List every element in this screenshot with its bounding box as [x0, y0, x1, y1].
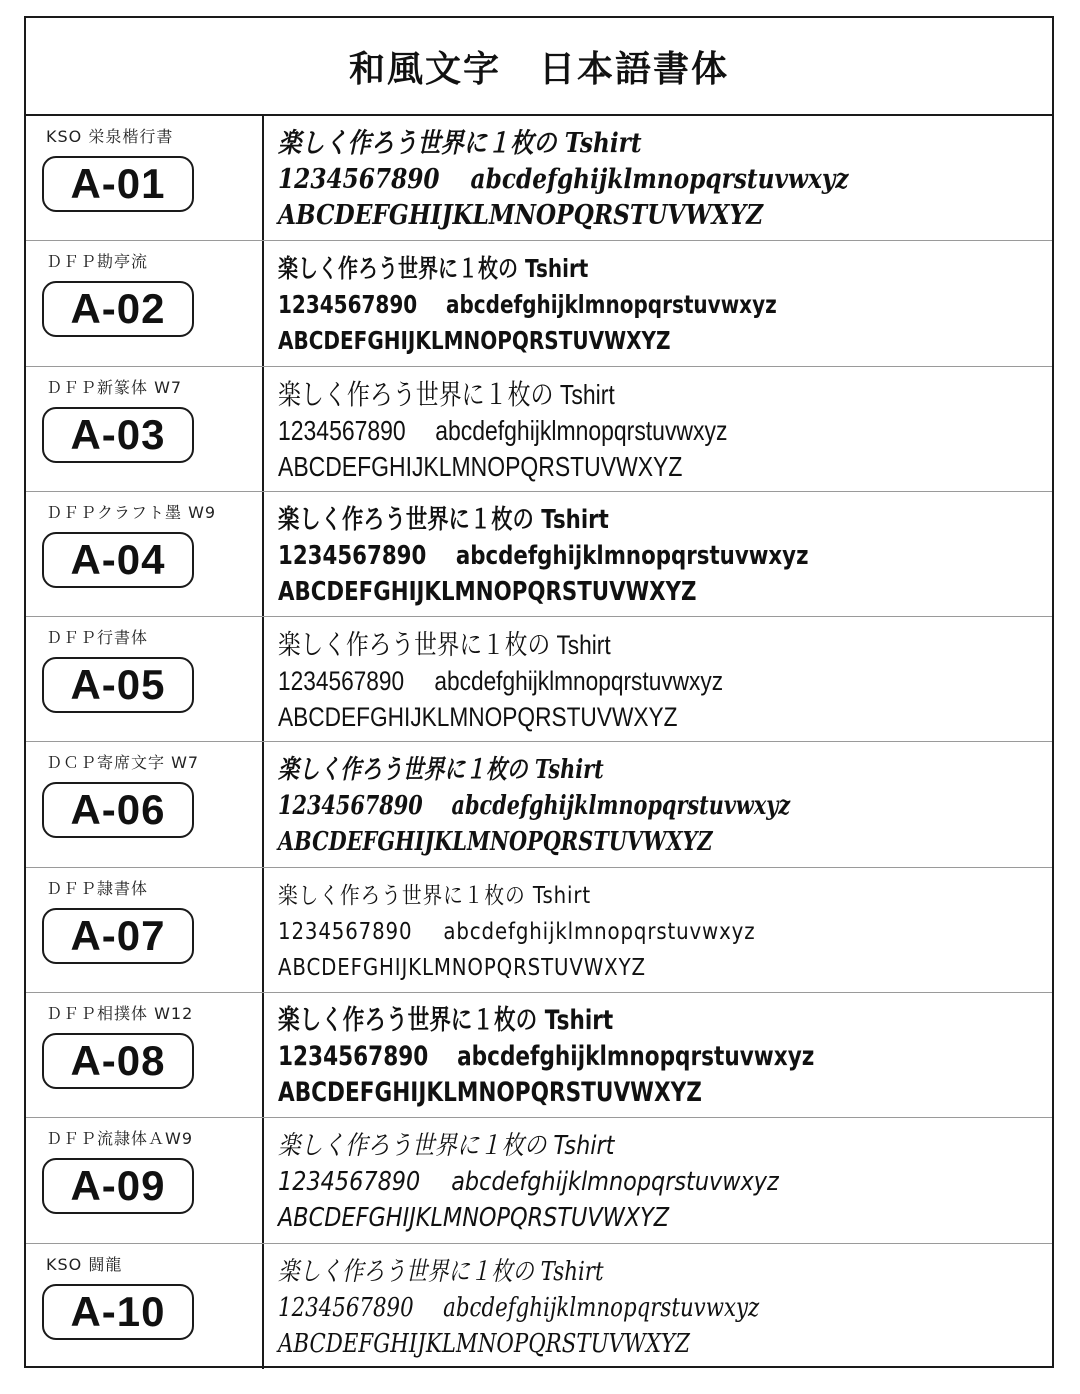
sample-digits: 1234567890: [278, 791, 423, 822]
font-label-cell: [26, 868, 264, 992]
sample-japanese: 楽しく作ろう世界に１枚の Tshirt: [278, 1256, 604, 1287]
font-code-badge: [42, 281, 194, 337]
font-code-badge: [42, 908, 194, 964]
sample-japanese: 楽しく作ろう世界に１枚の Tshirt: [278, 378, 615, 410]
font-label-cell: [26, 241, 264, 365]
font-name: ＤＦＰ勘亭流: [46, 252, 149, 272]
sample-lowercase: abcdefghijklmnopqrstuvwxyz: [445, 290, 777, 320]
font-sample-cell: [264, 742, 1052, 866]
font-sample-cell: [264, 617, 1052, 741]
font-sample-cell: [264, 993, 1052, 1117]
sample-uppercase: ABCDEFGHIJKLMNOPQRSTUVWXYZ: [278, 1077, 702, 1109]
sample-digits: 1234567890: [278, 290, 418, 320]
font-name: ＤＣＰ寄席文字 W7: [46, 753, 200, 773]
sample-uppercase: ABCDEFGHIJKLMNOPQRSTUVWXYZ: [278, 450, 683, 482]
sample-uppercase: ABCDEFGHIJKLMNOPQRSTUVWXYZ: [278, 326, 671, 356]
sample-digits: 1234567890: [278, 1167, 421, 1198]
font-name: KSO 闘龍: [46, 1254, 123, 1274]
sample-uppercase: ABCDEFGHIJKLMNOPQRSTUVWXYZ: [278, 1328, 690, 1359]
font-name: ＤＦＰ流隷体ＡW9: [46, 1129, 194, 1149]
sample-japanese: 楽しく作ろう世界に１枚の Tshirt: [278, 1131, 615, 1162]
sample-digits: 1234567890: [278, 666, 405, 697]
font-sample-cell: [264, 1118, 1052, 1242]
font-label-cell: [26, 367, 264, 491]
font-code: A-09: [70, 1162, 166, 1210]
sample-lowercase: abcdefghijklmnopqrstuvwxyz: [451, 1167, 779, 1198]
sample-japanese: 楽しく作ろう世界に１枚の Tshirt: [278, 1005, 614, 1037]
font-code: A-06: [70, 786, 166, 834]
sample-digits: 1234567890: [278, 1292, 414, 1323]
font-code: A-08: [70, 1037, 166, 1085]
font-row: [26, 367, 1052, 492]
sample-uppercase: ABCDEFGHIJKLMNOPQRSTUVWXYZ: [278, 702, 678, 733]
font-label-cell: [26, 116, 264, 240]
font-row: [26, 492, 1052, 617]
font-sample-cell: [264, 241, 1052, 365]
font-row: [26, 993, 1052, 1118]
sample-lowercase: abcdefghijklmnopqrstuvwxyz: [435, 414, 728, 446]
sample-japanese: 楽しく作ろう世界に１枚の Tshirt: [278, 755, 604, 786]
font-label-cell: [26, 492, 264, 616]
font-code-badge: [42, 532, 194, 588]
font-code: A-07: [70, 911, 166, 959]
font-sample-cell: [264, 116, 1052, 240]
font-label-cell: [26, 617, 264, 741]
sample-lowercase: abcdefghijklmnopqrstuvwxyz: [470, 164, 849, 195]
font-name: ＤＦＰ隷書体: [46, 878, 149, 898]
font-label-cell: [26, 1118, 264, 1242]
font-code: A-02: [70, 285, 166, 333]
sheet-title: 和風文字 日本語書体: [348, 48, 729, 90]
font-label-cell: [26, 742, 264, 866]
font-code-badge: [42, 156, 194, 212]
sample-uppercase: ABCDEFGHIJKLMNOPQRSTUVWXYZ: [278, 1203, 670, 1234]
font-code-badge: [42, 1284, 194, 1340]
sample-japanese: 楽しく作ろう世界に１枚の Tshirt: [278, 630, 611, 661]
font-sample-cell: [264, 1244, 1052, 1369]
font-row: [26, 241, 1052, 366]
font-sample-cell: [264, 868, 1052, 992]
sample-digits: 1234567890: [278, 164, 440, 195]
font-code-badge: [42, 1033, 194, 1089]
sample-digits: 1234567890: [278, 540, 427, 571]
font-row: [26, 1244, 1052, 1369]
sample-japanese: 楽しく作ろう世界に１枚の Tshirt: [278, 504, 609, 535]
sample-uppercase: ABCDEFGHIJKLMNOPQRSTUVWXYZ: [278, 576, 697, 607]
font-row: [26, 116, 1052, 241]
sample-japanese: 楽しく作ろう世界に１枚の Tshirt: [278, 128, 642, 159]
sample-uppercase: ABCDEFGHIJKLMNOPQRSTUVWXYZ: [278, 954, 646, 981]
font-row: [26, 617, 1052, 742]
font-code: A-04: [70, 535, 166, 583]
sample-uppercase: ABCDEFGHIJKLMNOPQRSTUVWXYZ: [278, 200, 764, 231]
sheet-header: [26, 18, 1052, 116]
sample-digits: 1234567890: [278, 918, 413, 945]
font-row: [26, 868, 1052, 993]
sample-japanese: 楽しく作ろう世界に１枚の Tshirt: [278, 882, 592, 909]
font-name: ＤＦＰ行書体: [46, 628, 149, 648]
font-name: ＤＦＰ相撲体 W12: [46, 1004, 194, 1024]
sample-lowercase: abcdefghijklmnopqrstuvwxyz: [455, 540, 809, 571]
font-name: ＤＦＰクラフト墨 W9: [46, 502, 217, 522]
font-code: A-03: [70, 410, 166, 458]
sample-uppercase: ABCDEFGHIJKLMNOPQRSTUVWXYZ: [278, 827, 713, 858]
font-code-badge: [42, 1158, 194, 1214]
font-sample-sheet: [24, 16, 1054, 1368]
font-label-cell: [26, 993, 264, 1117]
font-name: KSO 栄泉楷行書: [46, 127, 174, 146]
sample-digits: 1234567890: [278, 414, 406, 446]
font-sample-cell: [264, 367, 1052, 491]
font-row: [26, 1118, 1052, 1243]
font-code: A-10: [70, 1287, 166, 1335]
sample-lowercase: abcdefghijklmnopqrstuvwxyz: [451, 791, 791, 822]
sample-digits: 1234567890: [278, 1041, 429, 1073]
sample-japanese: 楽しく作ろう世界に１枚の Tshirt: [278, 254, 589, 284]
font-code: A-01: [70, 160, 166, 207]
font-code-badge: [42, 657, 194, 713]
font-code: A-05: [70, 661, 166, 709]
sample-lowercase: abcdefghijklmnopqrstuvwxyz: [434, 666, 724, 697]
font-sample-cell: [264, 492, 1052, 616]
font-list: [26, 116, 1052, 1369]
sample-lowercase: abcdefghijklmnopqrstuvwxyz: [457, 1041, 815, 1073]
sample-lowercase: abcdefghijklmnopqrstuvwxyz: [443, 1292, 760, 1323]
font-label-cell: [26, 1244, 264, 1369]
font-code-badge: [42, 407, 194, 463]
font-code-badge: [42, 782, 194, 838]
font-row: [26, 742, 1052, 867]
sample-lowercase: abcdefghijklmnopqrstuvwxyz: [443, 918, 756, 945]
font-name: ＤＦＰ新篆体 W7: [46, 377, 183, 397]
